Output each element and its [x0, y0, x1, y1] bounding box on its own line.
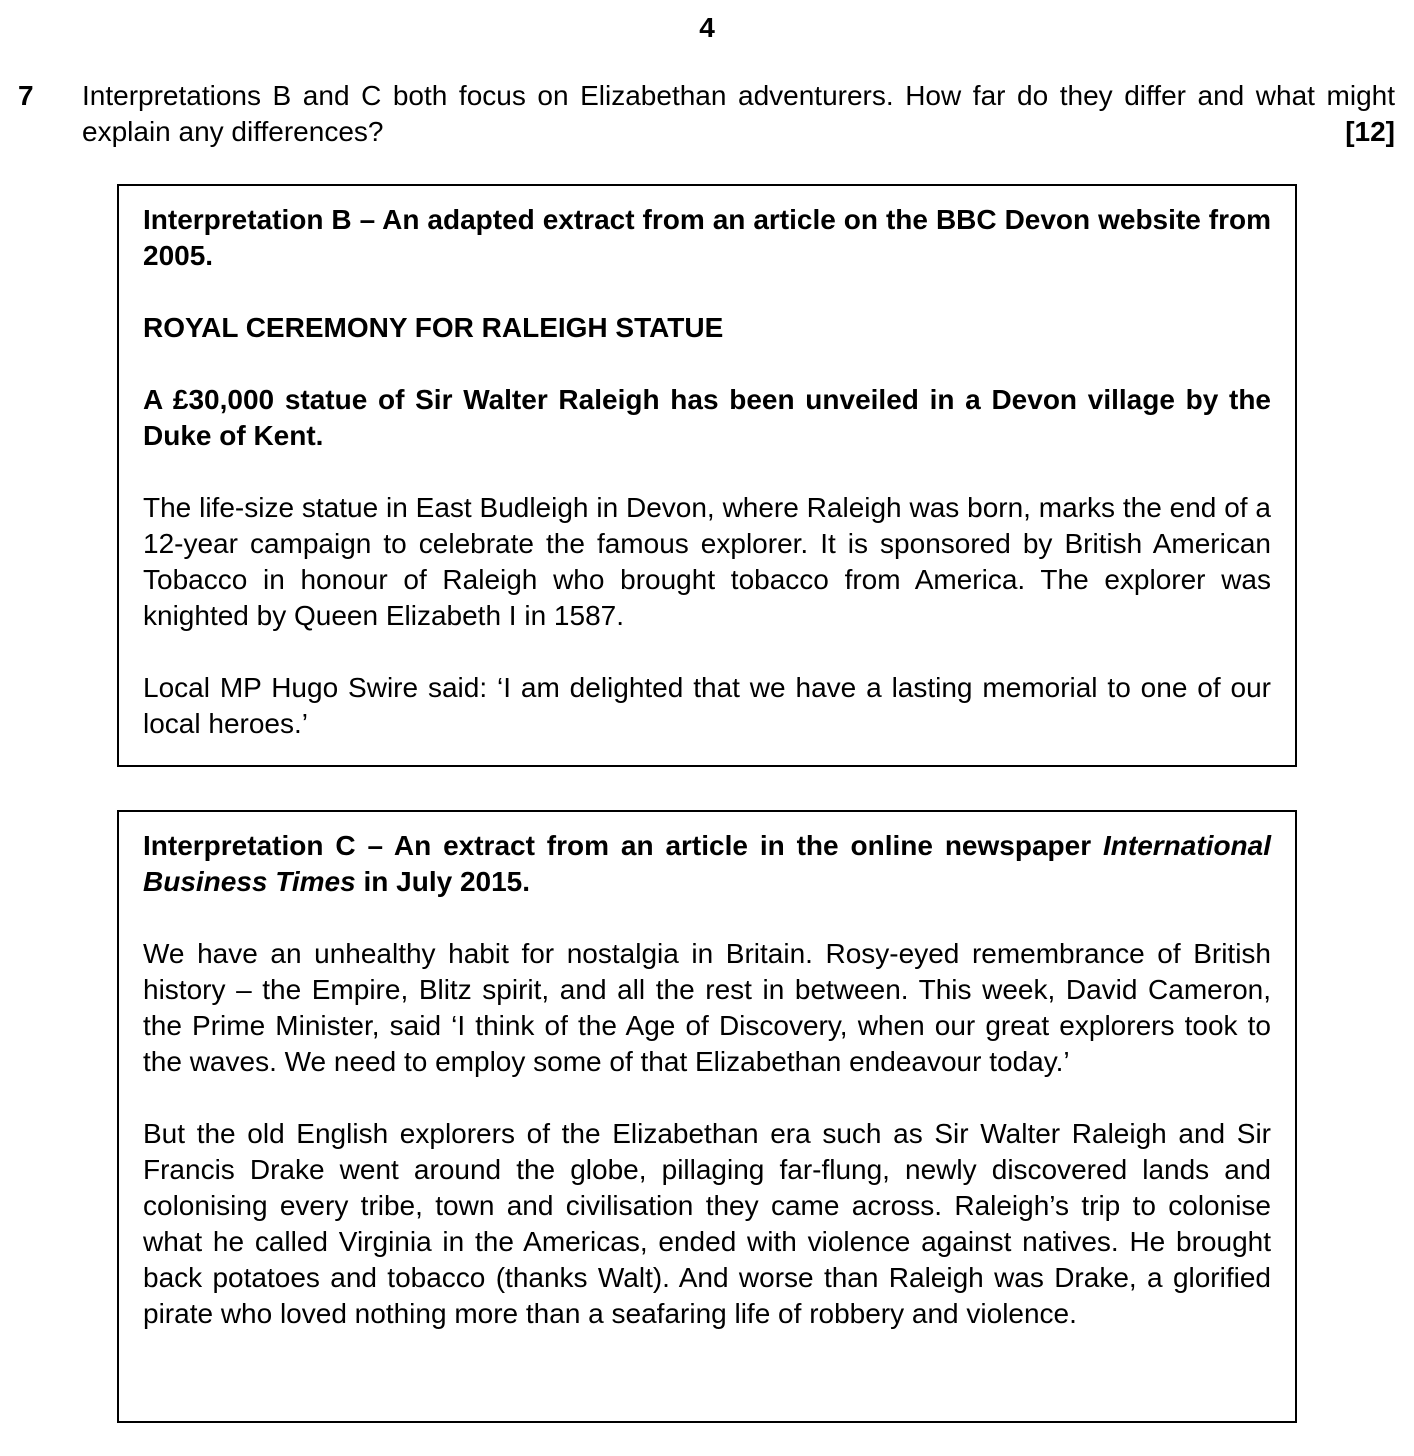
interpretation-b-paragraph-1: The life-size statue in East Budleigh in Devon, where Raleigh was born, marks the end of a 12-year campaign to celebrate the famous explorer. It is sponsored by British American Tobacco in honour of Raleigh who brought tobacco from America. The explorer was knighted by Queen Elizabeth I in 1587. — [143, 492, 1271, 631]
page-number: 4 — [699, 12, 715, 43]
interpretation-c-paragraph-2: But the old English explorers of the Elizabethan era such as Sir Walter Raleigh and Sir Francis Drake went around the globe, pillaging far-flung, newly discovered lands and colonising every tribe, town and civilisation they came across. Raleigh’s trip to colonise what he called Virginia in the Americas, ended with violence against natives. He brought back potatoes and tobacco (thanks Walt). And worse than Raleigh was Drake, a glorified pirate who loved nothing more than a seafaring life of robbery and violence. — [143, 1118, 1271, 1329]
interpretation-c-paragraph-1: We have an unhealthy habit for nostalgia in Britain. Rosy-eyed remembrance of British history – the Empire, Blitz spirit, and all the rest in between. This week, David Cameron, the Prime Minister, said ‘I think of the Age of Discovery, when our great explorers took to the waves. We need to employ some of that Elizabethan endeavour today.’ — [143, 938, 1271, 1077]
interpretation-c-heading-text: Interpretation C – An extract from an article in the online newspaper — [143, 830, 1103, 861]
interpretation-b-box — [117, 184, 1297, 767]
interpretation-b-paragraph-2: Local MP Hugo Swire said: ‘I am delighted that we have a lasting memorial to one of our local heroes.’ — [143, 672, 1271, 739]
question-number: 7 — [18, 80, 34, 111]
question-block — [82, 78, 1395, 150]
interpretation-c-box — [117, 810, 1297, 1423]
interpretation-b-lead: A £30,000 statue of Sir Walter Raleigh has been unveiled in a Devon village by the Duke of Kent. — [143, 384, 1271, 451]
interpretation-c-heading-source: International Business Times — [143, 830, 1271, 897]
interpretation-c-heading-date: in July 2015. — [355, 866, 531, 897]
interpretation-b-heading: Interpretation B – An adapted extract from an article on the BBC Devon website from 2005. — [143, 204, 1271, 271]
interpretation-c-heading — [143, 828, 1271, 900]
interpretation-b-headline: ROYAL CEREMONY FOR RALEIGH STATUE — [143, 312, 724, 343]
question-marks: [12] — [1345, 116, 1395, 147]
question-text: Interpretations B and C both focus on Elizabethan adventurers. How far do they differ and what might explain any differences? — [82, 80, 1395, 147]
